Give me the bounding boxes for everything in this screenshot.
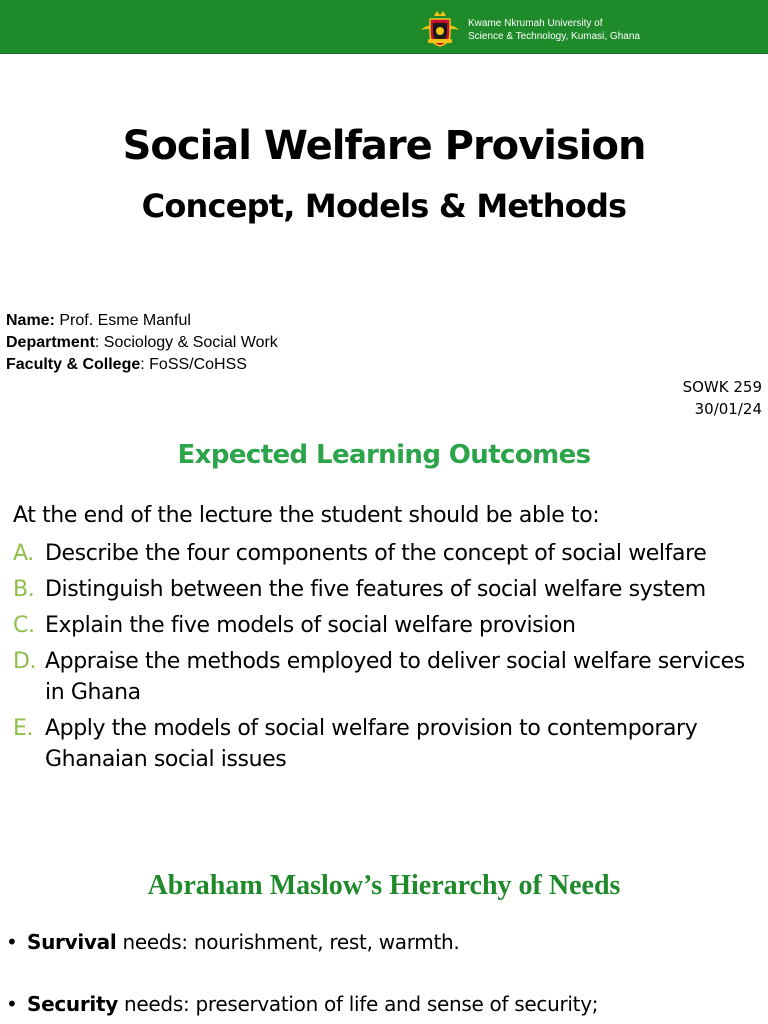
department-row xyxy=(6,332,278,354)
name-row xyxy=(6,310,278,332)
needs-list xyxy=(6,926,766,1020)
outcome-item xyxy=(13,610,753,641)
outcome-letter: A. xyxy=(13,541,34,566)
need-description: needs: nourishment, rest, warmth. xyxy=(116,930,460,954)
outcome-text: Apply the models of social welfare provision to contemporary Ghanaian social issues xyxy=(45,716,698,772)
department-label: Department xyxy=(6,334,95,351)
outcome-text: Appraise the methods employed to deliver social welfare services in Ghana xyxy=(45,649,745,705)
university-name-line-2: Science & Technology, Kumasi, Ghana xyxy=(468,31,640,42)
outcome-text: Explain the five models of social welfare provision xyxy=(45,613,576,638)
outcomes-intro: At the end of the lecture the student should be able to: xyxy=(13,503,600,528)
need-description: needs: preservation of life and sense of security; xyxy=(117,992,599,1016)
bullet: • xyxy=(6,992,18,1016)
outcomes-heading: Expected Learning Outcomes xyxy=(177,440,591,470)
need-item xyxy=(6,926,766,958)
outcome-letter: D. xyxy=(13,649,37,674)
lecture-date: 30/01/24 xyxy=(694,400,762,418)
maslow-heading: Abraham Maslow’s Hierarchy of Needs xyxy=(147,870,621,901)
name-value: Prof. Esme Manful xyxy=(54,312,191,329)
need-term: Survival xyxy=(27,930,117,954)
outcome-text: Distinguish between the five features of social welfare system xyxy=(45,577,706,602)
outcome-item xyxy=(13,538,753,569)
name-label: Name: xyxy=(6,312,55,329)
outcome-letter: E. xyxy=(13,716,34,741)
department-value: : Sociology & Social Work xyxy=(94,334,278,351)
lecture-title: Social Welfare Provision xyxy=(122,123,646,169)
lecture-subtitle: Concept, Models & Methods xyxy=(141,187,627,225)
outcome-item xyxy=(13,713,753,775)
faculty-row xyxy=(6,354,278,376)
course-code: SOWK 259 xyxy=(682,378,762,396)
faculty-label: Faculty & College xyxy=(6,356,141,373)
outcome-letter: C. xyxy=(13,613,35,638)
faculty-value: : FoSS/CoHSS xyxy=(140,356,247,373)
need-term: Security xyxy=(27,992,118,1016)
course-code-date xyxy=(683,376,762,420)
outcome-item xyxy=(13,574,753,605)
lecturer-info xyxy=(6,310,278,376)
university-name xyxy=(468,17,640,43)
outcome-letter: B. xyxy=(13,577,35,602)
university-header-bar xyxy=(0,0,768,54)
outcome-text: Describe the four components of the concept of social welfare xyxy=(45,541,707,566)
bullet: • xyxy=(6,930,18,954)
outcome-item xyxy=(13,646,753,708)
knust-crest-icon xyxy=(419,6,461,48)
university-name-line-1: Kwame Nkrumah University of xyxy=(468,18,603,29)
outcomes-list xyxy=(13,538,753,780)
need-item xyxy=(6,988,766,1020)
